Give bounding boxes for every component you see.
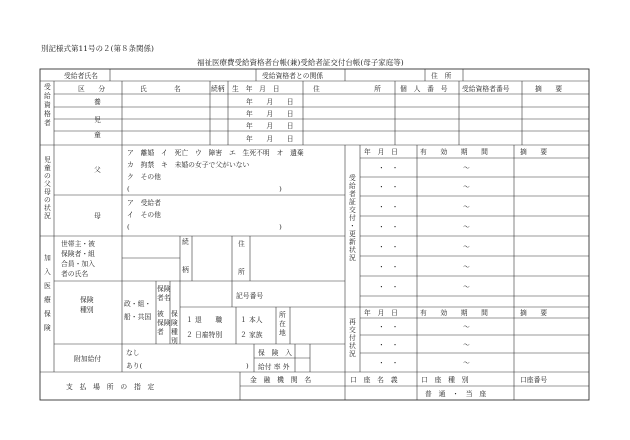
mother-line: ( ) (127, 223, 282, 231)
insurance-side-label: 加入医療保険 (44, 254, 51, 332)
benefit-rate-label-2: 給付 率 外 (258, 363, 290, 371)
form-number: 別記様式第11号の２(第８条関係) (41, 44, 154, 53)
account-type-label: 口 座 種 別 (421, 376, 469, 384)
header-recipient-number: 受給資格者番号 (462, 85, 510, 93)
header-personal-number: 個 人 番 号 (400, 85, 448, 93)
account-holder-label: 口 座 名 義 (350, 376, 398, 384)
reissue-header-date: 年 月 日 (364, 309, 398, 317)
svg-text:～: ～ (463, 341, 470, 349)
birthdate-field: 年 月 日 (246, 122, 294, 130)
birthdate-field: 年 月 日 (246, 98, 294, 106)
svg-text:・ ・: ・ ・ (378, 203, 399, 211)
birthdate-field: 年 月 日 (246, 110, 294, 118)
row-child-label-2: 童 (94, 131, 101, 139)
father-line: ( ) (127, 185, 282, 193)
payment-place-label: 支 払 場 所 の 指 定 (66, 383, 155, 391)
svg-text:～: ～ (463, 223, 470, 231)
bank-name-label: 金 融 機 関 名 (250, 376, 312, 384)
insurance-type-label: 保険種別 (80, 296, 94, 314)
extra-yes: あり( (126, 362, 143, 370)
header-relation: 続柄 (211, 85, 225, 93)
svg-text:・ ・: ・ ・ (378, 243, 399, 251)
father-label: 父 (94, 166, 101, 174)
row-parent-label: 養 (94, 98, 101, 106)
mother-line: ア 受給者 (127, 199, 161, 207)
parents-side-label: 児童の父母の状況 (44, 156, 51, 220)
insured-type-label: 被保険者 (157, 310, 171, 336)
insured-relation-label: 続柄 (182, 238, 189, 274)
header-remarks: 摘 要 (535, 85, 563, 93)
insurance-org-label: 政・組・船・共国 (124, 300, 152, 321)
header-name: 氏 名 (140, 85, 181, 93)
insured-address-label: 住所 (238, 240, 245, 276)
issue-rows (378, 164, 470, 367)
recipient-name-label: 受給者氏名 (64, 72, 98, 80)
svg-text:～: ～ (463, 164, 470, 172)
mother-line: イ その他 (127, 211, 161, 219)
svg-text:～: ～ (463, 203, 470, 211)
row-child-label-1: 児 (94, 116, 101, 124)
option-day-labor: ２ 日雇特別 (186, 331, 223, 339)
extra-benefit-label: 附加給付 (74, 355, 102, 363)
location-label: 所在地 (279, 311, 286, 337)
svg-text:・ ・: ・ ・ (378, 183, 399, 191)
birthdate-field: 年 月 日 (246, 135, 294, 143)
benefit-rate-label: 保 険 入 (258, 349, 292, 357)
extra-close: ) (246, 362, 249, 370)
issue-header-remarks: 摘 要 (520, 148, 548, 156)
reissue-header-remarks: 摘 要 (520, 309, 548, 317)
option-retired: １ 退 職 (186, 316, 223, 324)
svg-text:・ ・: ・ ・ (378, 341, 399, 349)
option-family: ２ 家族 (240, 331, 263, 339)
extra-none: なし (126, 349, 140, 357)
eligible-side-label: 受給資格者 (44, 83, 51, 127)
mother-label: 母 (94, 212, 101, 220)
svg-text:～: ～ (463, 323, 470, 331)
option-self: １ 本人 (240, 316, 263, 324)
svg-text:・ ・: ・ ・ (378, 164, 399, 172)
issue-header-date: 年 月 日 (364, 148, 398, 156)
svg-text:・ ・: ・ ・ (378, 223, 399, 231)
father-line: カ 拘禁 キ 未婚の女子で父がいない (127, 161, 250, 169)
svg-text:・ ・: ・ ・ (378, 263, 399, 271)
account-number-label: 口座番号 (520, 376, 548, 384)
father-line: ア 離婚 イ 死亡 ウ 障害 エ 生死不明 オ 遺棄 (127, 149, 304, 157)
issue-header-period: 有 効 期 間 (420, 148, 488, 156)
svg-text:～: ～ (463, 263, 470, 271)
address-label: 住 所 (431, 72, 452, 80)
account-type-values: 普 通 ・ 当 座 (425, 390, 487, 398)
symbol-number-label: 記号番号 (236, 292, 264, 300)
svg-text:～: ～ (463, 243, 470, 251)
form-title: 福祉医療費受給資格者台帳(兼)受給者証交付台帳(母子家庭等) (197, 58, 404, 67)
reissue-header-period: 有 効 期 間 (420, 309, 488, 317)
svg-text:・ ・: ・ ・ (378, 283, 399, 291)
insurer-name-label: 保険者名 (157, 285, 171, 302)
reissue-side-label: 再交付状況 (349, 318, 356, 358)
svg-text:～: ～ (463, 283, 470, 291)
relation-label: 受給資格者との関係 (262, 72, 324, 80)
svg-text:～: ～ (463, 359, 470, 367)
father-line: ク その他 (127, 173, 161, 181)
issue-side-label: 受給者証交付・更新状況 (349, 174, 356, 262)
insured-name-label: 世帯主・被保険者・組合員・加入者の氏名 (61, 240, 95, 278)
svg-text:～: ～ (463, 183, 470, 191)
header-category: 区 分 (78, 85, 106, 93)
header-address: 住 所 (313, 85, 381, 93)
header-birthdate: 生 年 月 日 (232, 85, 280, 93)
svg-text:・ ・: ・ ・ (378, 359, 399, 367)
insured-type-label-2: 保険種別 (171, 310, 178, 345)
svg-text:・ ・: ・ ・ (378, 323, 399, 331)
